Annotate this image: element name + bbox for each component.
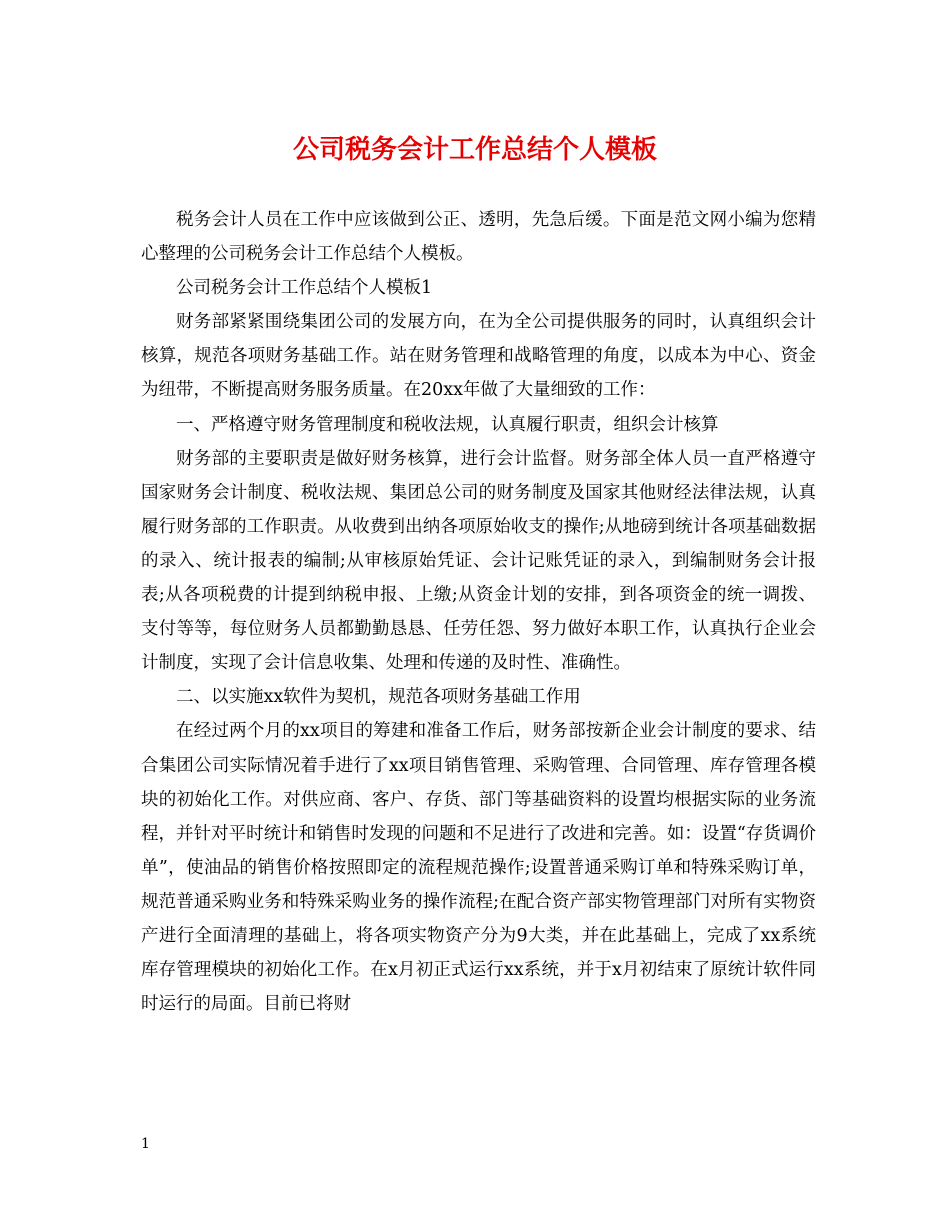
paragraph-section-one-body: 财务部的主要职责是做好财务核算，进行会计监督。财务部全体人员一直严格遵守国家财务会计制度、税收法规、集团总公司的财务制度及国家其他财经法律法规，认真履行财务部的工作职责。从收费到出纳各项原始收支的操作;从地磅到统计各项基础数据的录入、统计报表的编制;从审核原始凭证、会计记账凭证的录入，到编制财务会计报表;从各项税费的计提到纳税申报、上缴;从资金计划的安排，到各项资金的统一调拨、支付等等，每位财务人员都勤勤恳恳、任劳任怨、努力做好本职工作，认真执行企业会计制度，实现了会计信息收集、处理和传递的及时性、准确性。 <box>141 448 816 674</box>
paragraph-section-two-body: 在经过两个月的xx项目的筹建和准备工作后，财务部按新企业会计制度的要求、结合集团公司实际情况着手进行了xx项目销售管理、采购管理、合同管理、库存管理各模块的初始化工作。对供应商、客户、存货、部门等基础资料的设置均根据实际的业务流程，并针对平时统计和销售时发现的问题和不足进行了改进和完善。如：设置“存货调价单”，使油品的销售价格按照即定的流程规范操作;设置普通采购订单和特殊采购订单，规范普通采购业务和特殊采购业务的操作流程;在配合资产部实物管理部门对所有实物资产进行全面清理的基础上，将各项实物资产分为9大类，并在此基础上，完成了xx系统库存管理模块的初始化工作。在x月初正式运行xx系统，并于x月初结束了原统计软件同时运行的局面。目前已将财 <box>141 721 816 1015</box>
document-body <box>141 203 816 1021</box>
paragraph-intro: 税务会计人员在工作中应该做到公正、透明，先急后缓。下面是范文网小编为您精心整理的公司税务会计工作总结个人模板。 <box>141 210 816 265</box>
paragraph-section-two-heading: 二、以实施xx软件为契机，规范各项财务基础工作用 <box>176 687 581 708</box>
paragraph-overview: 财务部紧紧围绕集团公司的发展方向，在为全公司提供服务的同时，认真组织会计核算，规范各项财务基础工作。站在财务管理和战略管理的角度，以成本为中心、资金为纽带，不断提高财务服务质量。在20xx年做了大量细致的工作： <box>141 312 816 401</box>
page-number: 1 <box>141 1136 150 1152</box>
document-title: 公司税务会计工作总结个人模板 <box>292 135 657 165</box>
paragraph-template-heading: 公司税务会计工作总结个人模板1 <box>176 278 433 299</box>
paragraph-section-one-heading: 一、严格遵守财务管理制度和税收法规，认真履行职责，组织会计核算 <box>176 414 719 435</box>
